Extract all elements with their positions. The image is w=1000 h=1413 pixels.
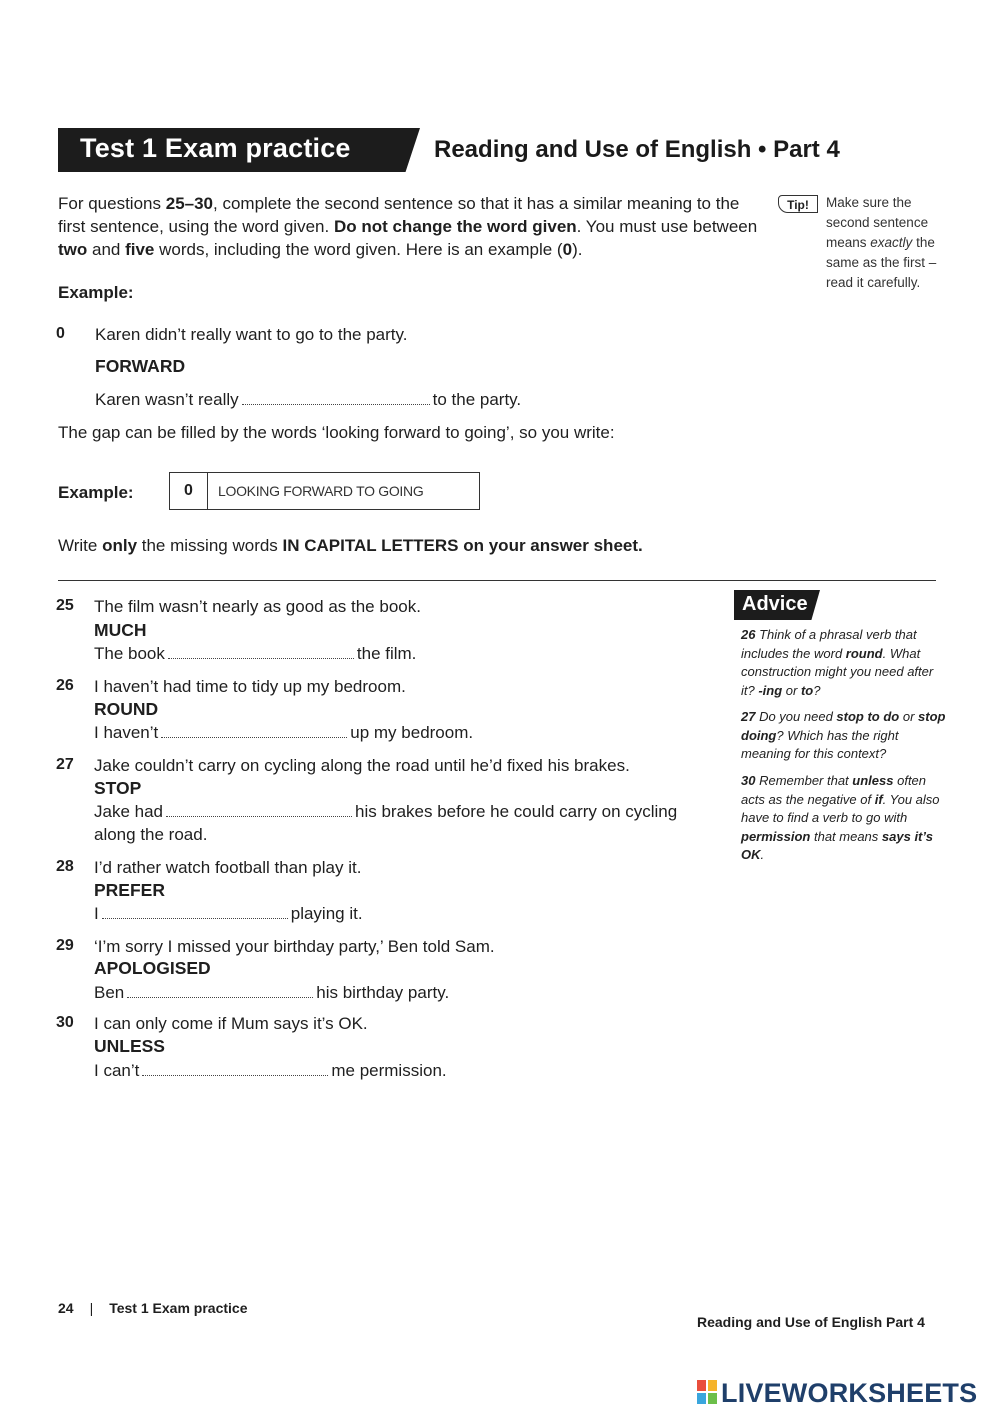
answer-gap[interactable] [168, 657, 354, 659]
advice-title: Advice [742, 593, 808, 615]
question-number: 30 [56, 1014, 74, 1031]
question-sentence: Jake couldn’t carry on cycling along the road until he’d fixed his brakes. [94, 756, 630, 775]
example-sentence: Karen didn’t really want to go to the party. [95, 325, 408, 344]
answer-sheet-instruction: Write only the missing words IN CAPITAL LETTERS on your answer sheet. [58, 536, 643, 555]
question-gap-sentence: The book the film. [94, 644, 417, 663]
example-box-answer: LOOKING FORWARD TO GOING [218, 483, 424, 499]
example-box-number: 0 [170, 473, 208, 509]
example-explanation: The gap can be filled by the words ‘looking forward to going’, so you write: [58, 423, 615, 442]
instructions-paragraph: For questions 25–30, complete the second sentence so that it has a similar meaning to the first sentence, using the word given. Do not change the word given. You must use between two and five words, including the word given. Here is an example (0). [58, 194, 758, 259]
question-gap-sentence: Jake had his brakes before he could carry on cycling [94, 802, 678, 821]
question-number: 29 [56, 937, 74, 954]
question-sentence: I’d rather watch football than play it. [94, 858, 362, 877]
question-gap-sentence: Ben his birthday party. [94, 983, 450, 1002]
question-keyword: STOP [94, 778, 142, 798]
question-number: 27 [56, 756, 74, 773]
page-title: Test 1 Exam practice [80, 133, 351, 163]
example-box-label: Example: [58, 483, 134, 502]
question-sentence: I can only come if Mum says it’s OK. [94, 1014, 368, 1033]
answer-gap[interactable] [102, 917, 288, 919]
question-sentence: I haven’t had time to tidy up my bedroom. [94, 677, 406, 696]
example-gap [242, 403, 430, 405]
question-keyword: UNLESS [94, 1036, 165, 1056]
liveworksheets-watermark: LIVEWORKSHEETS [697, 1378, 977, 1409]
question-gap-sentence: I haven’t up my bedroom. [94, 723, 474, 742]
question-gap-sentence: I can’t me permission. [94, 1061, 447, 1080]
answer-gap[interactable] [166, 815, 352, 817]
advice-26: 26 Think of a phrasal verb that includes the word round. What construction might you need after it? -ing or to? [741, 627, 934, 698]
question-sentence: The film wasn’t nearly as good as the book. [94, 597, 421, 616]
example-number: 0 [56, 325, 65, 342]
question-keyword: PREFER [94, 880, 165, 900]
advice-27: 27 Do you need stop to do or stop doing? Which has the right meaning for this context? [741, 709, 946, 761]
example-keyword: FORWARD [95, 356, 186, 376]
question-sentence: ‘I’m sorry I missed your birthday party,’ Ben told Sam. [94, 937, 495, 956]
footer-right: Reading and Use of English Part 4 [697, 1314, 925, 1330]
question-number: 25 [56, 597, 74, 614]
tip-text: Make sure the second sentence means exactly the same as the first – read it carefully. [826, 195, 937, 290]
page-subtitle: Reading and Use of English • Part 4 [434, 136, 840, 163]
question-gap-sentence: I playing it. [94, 904, 363, 923]
question-gap-sentence-continued: along the road. [94, 825, 208, 844]
answer-gap[interactable] [142, 1074, 328, 1076]
liveworksheets-logo-icon [697, 1380, 719, 1406]
question-keyword: MUCH [94, 620, 147, 640]
example-heading: Example: [58, 283, 134, 302]
footer-left: 24 | Test 1 Exam practice [58, 1300, 248, 1316]
answer-gap[interactable] [161, 736, 347, 738]
tip-badge: Tip! [778, 195, 818, 213]
example-gap-sentence: Karen wasn’t really to the party. [95, 390, 522, 409]
advice-30: 30 Remember that unless often acts as the negative of if. You also have to find a verb to go with permission that means says it’s OK. [741, 773, 940, 862]
section-divider [58, 580, 936, 581]
example-answer-box [169, 472, 480, 510]
question-number: 26 [56, 677, 74, 694]
question-number: 28 [56, 858, 74, 875]
question-keyword: ROUND [94, 699, 159, 719]
question-keyword: APOLOGISED [94, 958, 211, 978]
answer-gap[interactable] [127, 996, 313, 998]
